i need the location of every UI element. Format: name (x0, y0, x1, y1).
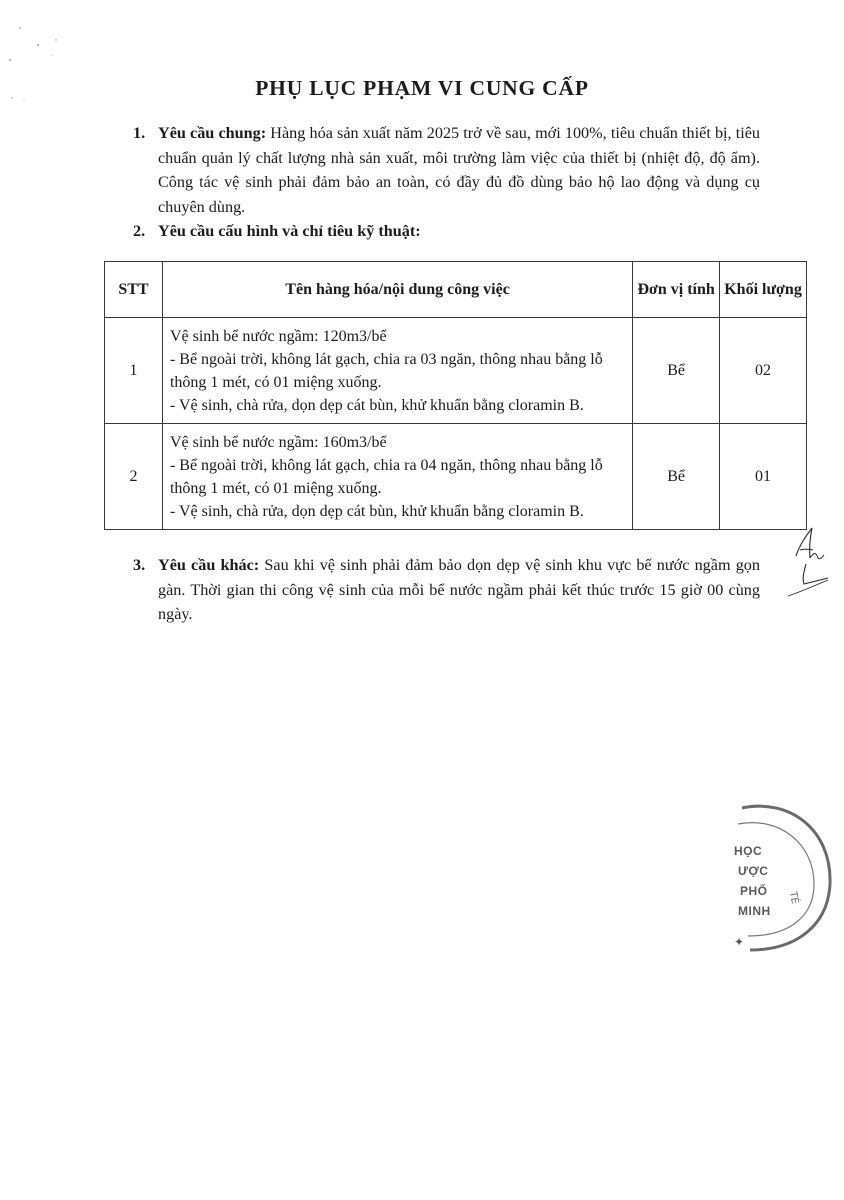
handwritten-initials (782, 522, 830, 602)
section-heading: Yêu cầu chung: (158, 124, 267, 142)
cell-volume: 02 (720, 318, 807, 424)
cell-volume: 01 (720, 424, 807, 530)
section-technical-requirements (133, 219, 760, 244)
content-line: Vệ sinh bể nước ngầm: 120m3/bể (169, 327, 387, 345)
cell-unit: Bể (633, 318, 720, 424)
cell-stt: 2 (105, 424, 163, 530)
table-row (105, 318, 807, 424)
section-heading: Yêu cầu cấu hình và chỉ tiêu kỹ thuật: (158, 222, 421, 240)
cell-stt: 1 (105, 318, 163, 424)
content-line: - Bể ngoài trời, không lát gạch, chia ra 04 ngăn, thông nhau bằng lỗ thông 1 mét, có 01 miệng xuống. (169, 456, 603, 497)
header-stt: STT (105, 262, 163, 318)
cell-unit: Bể (633, 424, 720, 530)
svg-text:TÉ: TÉ (787, 890, 801, 905)
header-volume: Khối lượng (720, 262, 807, 318)
content-line: - Bể ngoài trời, không lát gạch, chia ra 03 ngăn, thông nhau bằng lỗ thông 1 mét, có 01 miệng xuống. (169, 350, 603, 391)
requirements-table (104, 261, 807, 530)
stamp-line: HỌC (734, 844, 763, 858)
page-title: PHỤ LỤC PHẠM VI CUNG CẤP (255, 76, 589, 100)
section-number: 3. (133, 556, 146, 574)
cell-content (162, 318, 632, 424)
header-name: Tên hàng hóa/nội dung công việc (162, 262, 632, 318)
section-body: Hàng hóa sản xuất năm 2025 trở về sau, mới 100%, tiêu chuẩn thiết bị, tiêu chuẩn quản lý chất lượng nhà sản xuất, môi trường làm việc của thiết bị (nhiệt độ, độ ẩm). Công tác vệ sinh phải đảm bảo an toàn, có đầy đủ đồ dùng bảo hộ lao động và dụng cụ chuyên dùng. (158, 124, 761, 216)
stamp-line: ƯỢC (738, 864, 769, 878)
svg-text:✦: ✦ (734, 935, 745, 949)
table-row (105, 424, 807, 530)
section-other-requirements (133, 553, 760, 627)
section-number: 1. (133, 124, 146, 142)
official-stamp (720, 800, 844, 960)
stamp-line: PHỐ (740, 884, 768, 898)
section-body: Sau khi vệ sinh phải đảm bảo dọn dẹp vệ sinh khu vực bể nước ngầm gọn gàn. Thời gian thi công vệ sinh của mỗi bể nước ngầm phải kết thúc trước 15 giờ 00 cùng ngày. (158, 556, 760, 623)
content-line: Vệ sinh bể nước ngầm: 160m3/bể (169, 433, 387, 451)
content-line: - Vệ sinh, chà rửa, dọn dẹp cát bùn, khử khuẩn bằng cloramin B. (169, 502, 584, 520)
content-line: - Vệ sinh, chà rửa, dọn dẹp cát bùn, khử khuẩn bằng cloramin B. (169, 396, 584, 414)
table-header-row (105, 262, 807, 318)
cell-content (162, 424, 632, 530)
section-general-requirements (133, 121, 761, 219)
section-heading: Yêu cầu khác: (158, 556, 260, 574)
stamp-line: MINH (738, 904, 771, 918)
header-unit: Đơn vị tính (633, 262, 720, 318)
section-number: 2. (133, 222, 146, 240)
